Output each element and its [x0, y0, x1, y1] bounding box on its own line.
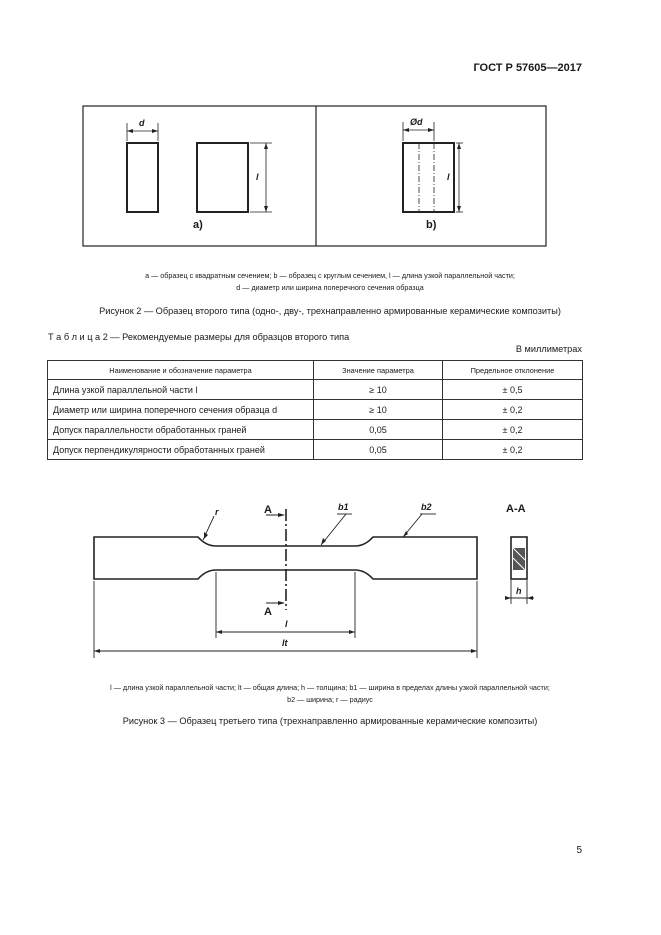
page-number: 5: [576, 845, 582, 856]
label-a: а): [193, 219, 203, 231]
table-2-units: В миллиметрах: [515, 344, 582, 354]
cell-value: 0,05: [314, 440, 443, 460]
label-l: l: [285, 619, 288, 629]
label-d: d: [139, 118, 145, 128]
label-od: Ød: [410, 117, 423, 127]
col-header-tolerance: Предельное отклонение: [443, 361, 583, 380]
table-2-title: Т а б л и ц а 2 — Рекомендуемые размеры для образцов второго типа: [48, 332, 350, 342]
label-h: h: [516, 586, 522, 596]
cell-value: ≥ 10: [314, 380, 443, 400]
label-b2: b2: [421, 502, 432, 512]
col-header-name: Наименование и обозначение параметра: [48, 361, 314, 380]
figure-3-legend-line-1: l — длина узкой параллельной части; lt — общая длина; h — толщина; b1 — ширина в пределах длины узкой параллельной части;: [110, 683, 550, 692]
cell-tolerance: ± 0,2: [443, 420, 583, 440]
figure-2-legend-line-1: а — образец с квадратным сечением; b — образец с круглым сечением, l — длина узкой параллельной части;: [145, 271, 515, 280]
figure-2-caption: Рисунок 2 — Образец второго типа (одно-, дву-, трехнаправленно армированные керамические композиты): [99, 306, 561, 316]
figure-3-legend-line-2: b2 — ширина; r — радиус: [287, 695, 373, 704]
cell-name: Длина узкой параллельной части l: [48, 380, 314, 400]
figure-2-legend-line-2: d — диаметр или ширина поперечного сечения образца: [236, 283, 424, 292]
label-A-top: A: [264, 504, 272, 516]
cell-name: Диаметр или ширина поперечного сечения образца d: [48, 400, 314, 420]
section-a-a: [511, 537, 527, 579]
col-header-value: Значение параметра: [314, 361, 443, 380]
cell-value: 0,05: [314, 420, 443, 440]
label-b: b): [426, 219, 437, 231]
figure-3-caption: Рисунок 3 — Образец третьего типа (трехнаправленно армированные керамические композиты): [122, 716, 538, 726]
label-r: r: [215, 507, 219, 517]
label-A-bottom: A: [264, 606, 272, 618]
label-l-a: l: [256, 172, 259, 182]
label-b1: b1: [338, 502, 349, 512]
cell-tolerance: ± 0,2: [443, 440, 583, 460]
cell-value: ≥ 10: [314, 400, 443, 420]
label-l-b: l: [447, 172, 450, 182]
cell-name: Допуск перпендикулярности обработанных граней: [48, 440, 314, 460]
standard-code: ГОСТ Р 57605—2017: [473, 62, 582, 74]
label-lt: lt: [282, 638, 288, 648]
label-section-a-a: A-A: [506, 503, 526, 515]
cell-name: Допуск параллельности обработанных граней: [48, 420, 314, 440]
cell-tolerance: ± 0,2: [443, 400, 583, 420]
cell-tolerance: ± 0,5: [443, 380, 583, 400]
